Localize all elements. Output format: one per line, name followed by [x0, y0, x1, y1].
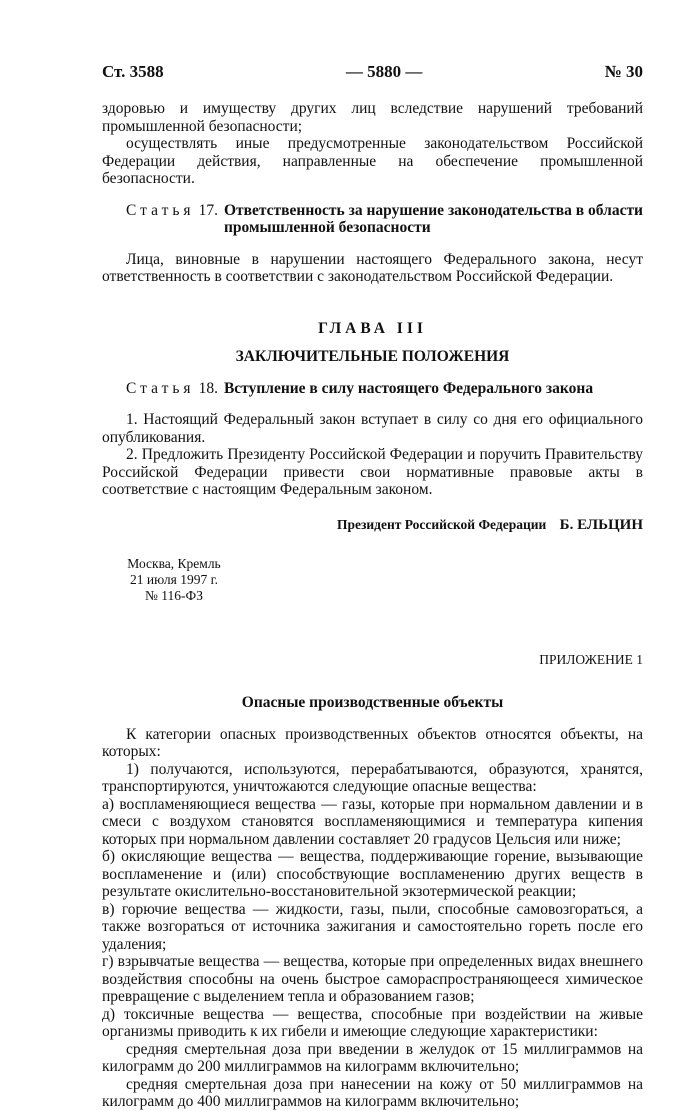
- signatory-name: Б. ЕЛЬЦИН: [559, 516, 643, 533]
- article-18-heading: [102, 380, 643, 398]
- article-number: 18.: [198, 379, 218, 397]
- article-17-text: Лица, виновные в нарушении настоящего Федерального закона, несут ответственность в соответствии с законодательством Российской Федерации.: [102, 250, 643, 285]
- article-title: Ответственность за нарушение законодательства в области промышленной безопасности: [223, 201, 643, 236]
- signatory-position: Президент Российской Федерации: [336, 516, 547, 532]
- article-ref: Ст. 3588: [102, 62, 164, 81]
- article-label: Статья: [126, 201, 195, 219]
- place-city: Москва, Кремль: [127, 555, 221, 571]
- article-title: Вступление в силу настоящего Федерального закона: [223, 379, 594, 397]
- appendix-item-v: в) горючие вещества — жидкости, газы, пыли, способные самовозгораться, а также возгораться от источника зажигания и самостоятельно гореть после его удаления;: [102, 900, 643, 953]
- chapter-title: ЗАКЛЮЧИТЕЛЬНЫЕ ПОЛОЖЕНИЯ: [235, 347, 510, 365]
- article-18-paragraph-1: 1. Настоящий Федеральный закон вступает в силу со дня его официального опубликования.: [102, 411, 643, 446]
- issue-number: № 30: [604, 62, 643, 81]
- appendix-intro: К категории опасных производственных объектов относятся объекты, на которых:: [102, 725, 643, 760]
- appendix-item-d-2: средняя смертельная доза при нанесении на кожу от 50 миллиграммов на килограмм до 400 миллиграммов на килограмм включительно;: [102, 1075, 643, 1110]
- appendix-item-d-1: средняя смертельная доза при введении в желудок от 15 миллиграммов на килограмм до 200 миллиграммов на килограмм включительно;: [102, 1040, 643, 1075]
- article-label: Статья: [126, 379, 195, 397]
- chapter-label: ГЛАВА III: [318, 319, 427, 337]
- intro-paragraph-1: здоровью и имуществу других лиц вследствие нарушений требований промышленной безопасности;: [102, 100, 643, 135]
- appendix-item-b: б) окисляющие вещества — вещества, поддерживающие горение, вызывающие воспламенение и (или) способствующие воспламенению других веществ в результате окислительно-восстановительной экзотермической реакции;: [102, 848, 643, 900]
- document-page: [102, 62, 643, 1111]
- appendix-item-1: 1) получаются, используются, перерабатываются, образуются, хранятся, транспортируются, уничтожаются следующие опасные вещества:: [102, 760, 643, 795]
- intro-paragraph-2: осуществлять иные предусмотренные законодательством Российской Федерации действия, направленные на обеспечение промышленной безопасности.: [102, 135, 643, 187]
- article-number: 17.: [198, 201, 218, 219]
- appendix-title: Опасные производственные объекты: [241, 693, 504, 711]
- place-and-date: [124, 556, 224, 604]
- law-number: № 116-ФЗ: [145, 587, 203, 603]
- appendix-label: ПРИЛОЖЕНИЕ 1: [539, 651, 643, 667]
- article-18-paragraph-2: 2. Предложить Президенту Российской Федерации и поручить Правительству Российской Федерации привести свои нормативные правовые акты в соответствие с настоящим Федеральным законом.: [102, 446, 643, 498]
- signing-date: 21 июля 1997 г.: [130, 571, 218, 587]
- appendix-item-a: а) воспламеняющиеся вещества — газы, которые при нормальном давлении и в смеси с воздухом становятся воспламеняющимися и температура кипения которых при нормальном давлении составляет 20 градусов Цельсия или ниже;: [102, 795, 643, 848]
- appendix-item-g: г) взрывчатые вещества — вещества, которые при определенных видах внешнего воздействия способны на очень быстрое самораспространяющееся химическое превращение с выделением тепла и образованием газов;: [102, 953, 643, 1005]
- page-header: [102, 62, 643, 82]
- appendix-item-d: д) токсичные вещества — вещества, способные при воздействии на живые организмы приводить к их гибели и имеющие следующие характеристики:: [102, 1005, 643, 1040]
- article-17-heading: [102, 202, 643, 237]
- signature-block: [102, 517, 643, 534]
- page-number: — 5880 —: [345, 62, 423, 81]
